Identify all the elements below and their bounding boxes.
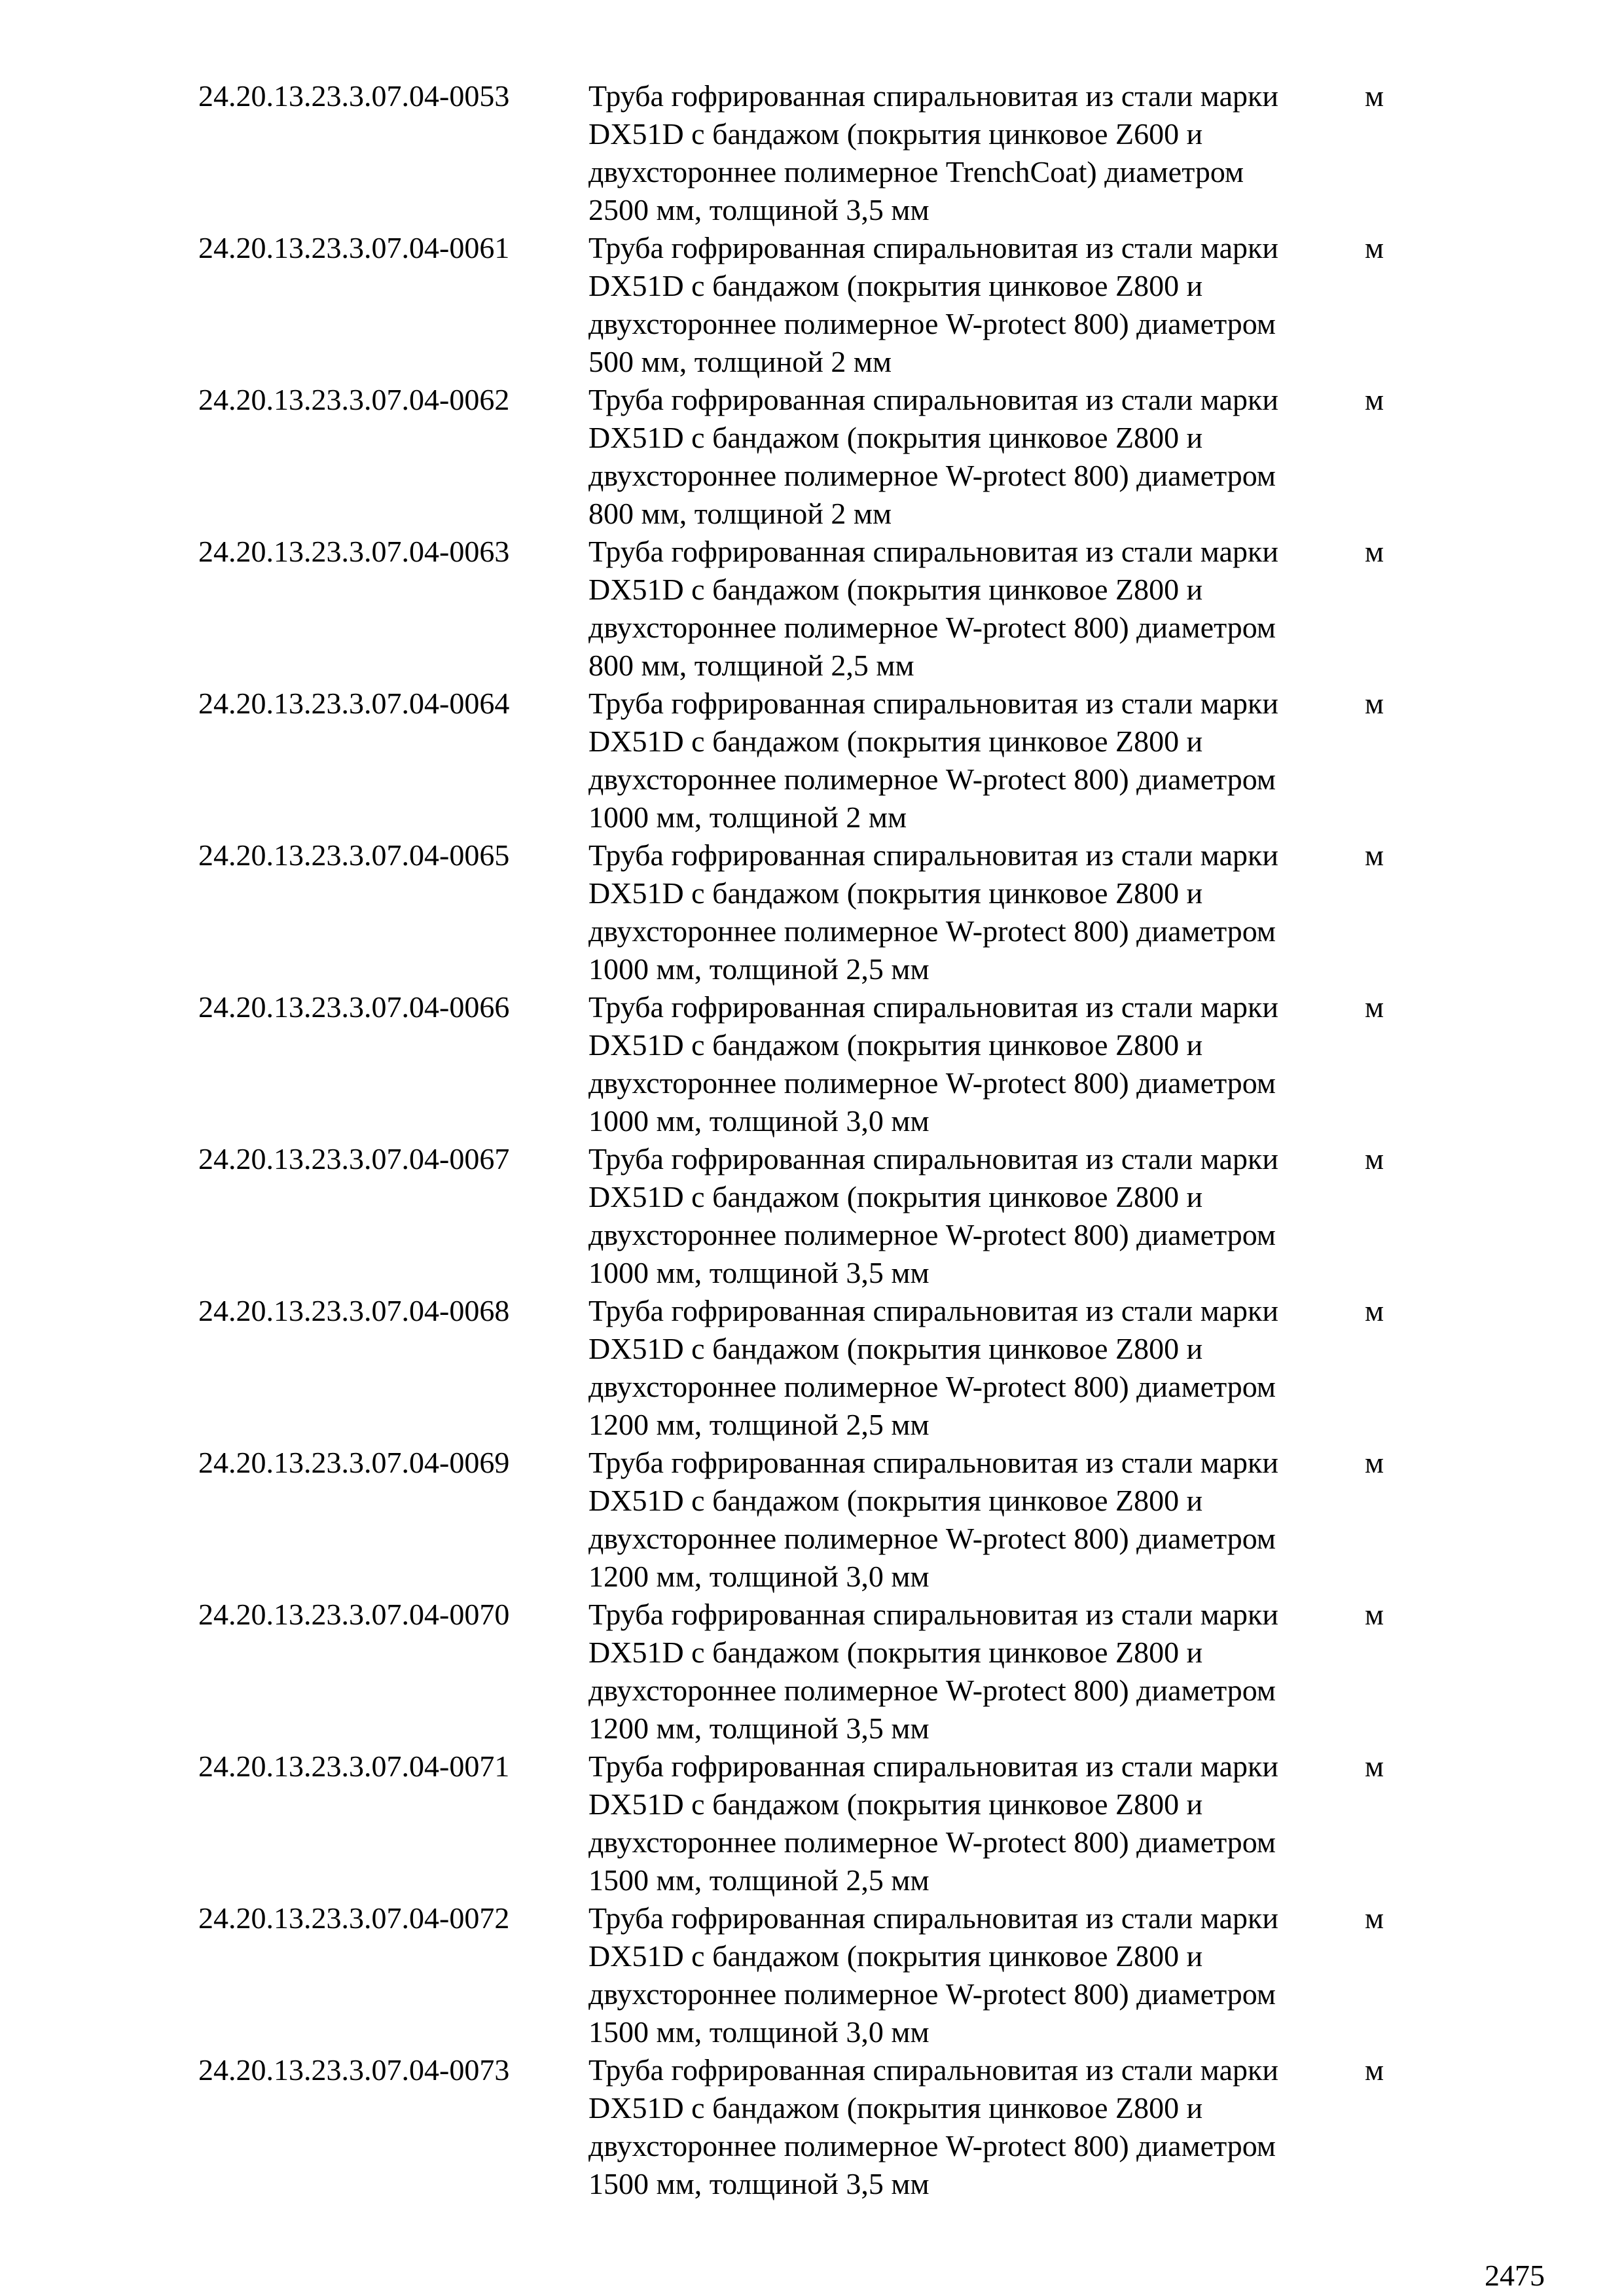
- entry-description-line: двухстороннее полимерное W-protect 800) диаметром: [588, 1522, 1276, 1555]
- entry-description-line: DX51D с бандажом (покрытия цинковое Z800 и: [588, 725, 1203, 758]
- entry-description-line: DX51D с бандажом (покрытия цинковое Z800 и: [588, 1484, 1203, 1517]
- entry-unit: м: [1365, 990, 1384, 1024]
- entry-description-line: DX51D с бандажом (покрытия цинковое Z600 и: [588, 117, 1203, 151]
- entry-description-line: DX51D с бандажом (покрытия цинковое Z800 и: [588, 1636, 1203, 1669]
- entry-code: 24.20.13.23.3.07.04-0070: [198, 1598, 510, 1631]
- entry-description: [588, 988, 1365, 1140]
- entry-code: 24.20.13.23.3.07.04-0069: [198, 1446, 510, 1479]
- entry-description-line: Труба гофрированная спиральновитая из стали марки: [588, 2053, 1278, 2087]
- price-list-entries: [198, 77, 1442, 2203]
- entry-description: [588, 1292, 1365, 1444]
- entry-row: [198, 1748, 1442, 1899]
- entry-description-line: 1000 мм, толщиной 2 мм: [588, 800, 907, 834]
- entry-description: [588, 1899, 1365, 2051]
- entry-description-line: двухстороннее полимерное W-protect 800) диаметром: [588, 1370, 1276, 1403]
- entry-description-line: Труба гофрированная спиральновитая из стали марки: [588, 231, 1278, 264]
- entry-code: 24.20.13.23.3.07.04-0061: [198, 231, 510, 264]
- entry-description-line: двухстороннее полимерное W-protect 800) диаметром: [588, 1218, 1276, 1251]
- entry-description: [588, 2051, 1365, 2203]
- entry-description-line: 500 мм, толщиной 2 мм: [588, 345, 892, 378]
- entry-description-line: 1200 мм, толщиной 3,0 мм: [588, 1560, 929, 1593]
- entry-unit: м: [1365, 231, 1384, 264]
- entry-row: [198, 1444, 1442, 1596]
- entry-description-line: 1200 мм, толщиной 2,5 мм: [588, 1408, 929, 1441]
- entry-description-line: DX51D с бандажом (покрытия цинковое Z800 и: [588, 2091, 1203, 2125]
- entry-description: [588, 229, 1365, 381]
- entry-description-line: Труба гофрированная спиральновитая из стали марки: [588, 1142, 1278, 1175]
- entry-unit: м: [1365, 1749, 1384, 1783]
- entry-description: [588, 836, 1365, 988]
- entry-description-line: двухстороннее полимерное W-protect 800) диаметром: [588, 762, 1276, 796]
- entry-description-line: Труба гофрированная спиральновитая из стали марки: [588, 990, 1278, 1024]
- entry-description-line: DX51D с бандажом (покрытия цинковое Z800 и: [588, 1939, 1203, 1973]
- entry-unit: м: [1365, 687, 1384, 720]
- entry-unit: м: [1365, 1598, 1384, 1631]
- entry-description: [588, 1748, 1365, 1899]
- entry-description-line: Труба гофрированная спиральновитая из стали марки: [588, 1446, 1278, 1479]
- entry-description-line: Труба гофрированная спиральновитая из стали марки: [588, 1598, 1278, 1631]
- entry-unit: м: [1365, 838, 1384, 872]
- entry-description-line: Труба гофрированная спиральновитая из стали марки: [588, 1294, 1278, 1327]
- entry-description-line: 800 мм, толщиной 2 мм: [588, 497, 892, 530]
- entry-description-line: Труба гофрированная спиральновитая из стали марки: [588, 1901, 1278, 1935]
- entry-unit: м: [1365, 535, 1384, 568]
- entry-description-line: Труба гофрированная спиральновитая из стали марки: [588, 79, 1278, 113]
- entry-code: 24.20.13.23.3.07.04-0064: [198, 687, 510, 720]
- entry-description: [588, 533, 1365, 685]
- entry-unit: м: [1365, 79, 1384, 113]
- entry-description-line: двухстороннее полимерное W-protect 800) диаметром: [588, 2129, 1276, 2162]
- entry-row: [198, 381, 1442, 533]
- entry-description-line: двухстороннее полимерное W-protect 800) диаметром: [588, 1674, 1276, 1707]
- entry-description: [588, 1444, 1365, 1596]
- entry-description-line: 1000 мм, толщиной 3,5 мм: [588, 1256, 929, 1289]
- entry-description-line: DX51D с бандажом (покрытия цинковое Z800 и: [588, 1332, 1203, 1365]
- entry-description-line: двухстороннее полимерное TrenchCoat) диаметром: [588, 155, 1244, 188]
- entry-code: 24.20.13.23.3.07.04-0063: [198, 535, 510, 568]
- entry-row: [198, 229, 1442, 381]
- entry-description: [588, 685, 1365, 836]
- entry-code: 24.20.13.23.3.07.04-0067: [198, 1142, 510, 1175]
- entry-description-line: DX51D с бандажом (покрытия цинковое Z800 и: [588, 1180, 1203, 1213]
- page-number: 2475: [1485, 2259, 1545, 2292]
- entry-row: [198, 988, 1442, 1140]
- entry-description: [588, 1140, 1365, 1292]
- entry-unit: м: [1365, 2053, 1384, 2087]
- entry-row: [198, 1140, 1442, 1292]
- entry-description: [588, 381, 1365, 533]
- entry-description-line: DX51D с бандажом (покрытия цинковое Z800 и: [588, 573, 1203, 606]
- entry-code: 24.20.13.23.3.07.04-0073: [198, 2053, 510, 2087]
- entry-description-line: двухстороннее полимерное W-protect 800) диаметром: [588, 611, 1276, 644]
- entry-description-line: двухстороннее полимерное W-protect 800) диаметром: [588, 459, 1276, 492]
- entry-description-line: 2500 мм, толщиной 3,5 мм: [588, 193, 929, 226]
- entry-description: [588, 77, 1365, 229]
- entry-description-line: DX51D с бандажом (покрытия цинковое Z800 и: [588, 1028, 1203, 1062]
- entry-unit: м: [1365, 1142, 1384, 1175]
- entry-description-line: 1500 мм, толщиной 3,0 мм: [588, 2015, 929, 2049]
- entry-unit: м: [1365, 383, 1384, 416]
- entry-description-line: Труба гофрированная спиральновитая из стали марки: [588, 687, 1278, 720]
- entry-description-line: Труба гофрированная спиральновитая из стали марки: [588, 1749, 1278, 1783]
- entry-code: 24.20.13.23.3.07.04-0071: [198, 1749, 510, 1783]
- entry-row: [198, 2051, 1442, 2203]
- entry-unit: м: [1365, 1446, 1384, 1479]
- entry-description-line: двухстороннее полимерное W-protect 800) диаметром: [588, 307, 1276, 340]
- entry-description-line: DX51D с бандажом (покрытия цинковое Z800 и: [588, 876, 1203, 910]
- entry-description-line: двухстороннее полимерное W-protect 800) диаметром: [588, 1066, 1276, 1100]
- entry-row: [198, 836, 1442, 988]
- entry-description-line: 1000 мм, толщиной 2,5 мм: [588, 952, 929, 986]
- entry-row: [198, 77, 1442, 229]
- entry-description: [588, 1596, 1365, 1748]
- entry-description-line: DX51D с бандажом (покрытия цинковое Z800 и: [588, 421, 1203, 454]
- entry-description-line: 1000 мм, толщиной 3,0 мм: [588, 1104, 929, 1138]
- entry-description-line: Труба гофрированная спиральновитая из стали марки: [588, 535, 1278, 568]
- entry-description-line: 1200 мм, толщиной 3,5 мм: [588, 1712, 929, 1745]
- entry-description-line: 1500 мм, толщиной 2,5 мм: [588, 1863, 929, 1897]
- entry-row: [198, 1596, 1442, 1748]
- entry-code: 24.20.13.23.3.07.04-0065: [198, 838, 510, 872]
- entry-row: [198, 533, 1442, 685]
- entry-unit: м: [1365, 1294, 1384, 1327]
- entry-description-line: двухстороннее полимерное W-protect 800) диаметром: [588, 1977, 1276, 2011]
- entry-code: 24.20.13.23.3.07.04-0068: [198, 1294, 510, 1327]
- entry-description-line: DX51D с бандажом (покрытия цинковое Z800 и: [588, 269, 1203, 302]
- entry-code: 24.20.13.23.3.07.04-0072: [198, 1901, 510, 1935]
- entry-code: 24.20.13.23.3.07.04-0062: [198, 383, 510, 416]
- entry-description-line: Труба гофрированная спиральновитая из стали марки: [588, 383, 1278, 416]
- entry-description-line: двухстороннее полимерное W-protect 800) диаметром: [588, 914, 1276, 948]
- entry-code: 24.20.13.23.3.07.04-0053: [198, 79, 510, 113]
- entry-row: [198, 685, 1442, 836]
- entry-unit: м: [1365, 1901, 1384, 1935]
- entry-description-line: двухстороннее полимерное W-protect 800) диаметром: [588, 1825, 1276, 1859]
- entry-description-line: 800 мм, толщиной 2,5 мм: [588, 649, 914, 682]
- entry-row: [198, 1292, 1442, 1444]
- entry-row: [198, 1899, 1442, 2051]
- entry-description-line: 1500 мм, толщиной 3,5 мм: [588, 2167, 929, 2200]
- entry-code: 24.20.13.23.3.07.04-0066: [198, 990, 510, 1024]
- entry-description-line: Труба гофрированная спиральновитая из стали марки: [588, 838, 1278, 872]
- entry-description-line: DX51D с бандажом (покрытия цинковое Z800 и: [588, 1787, 1203, 1821]
